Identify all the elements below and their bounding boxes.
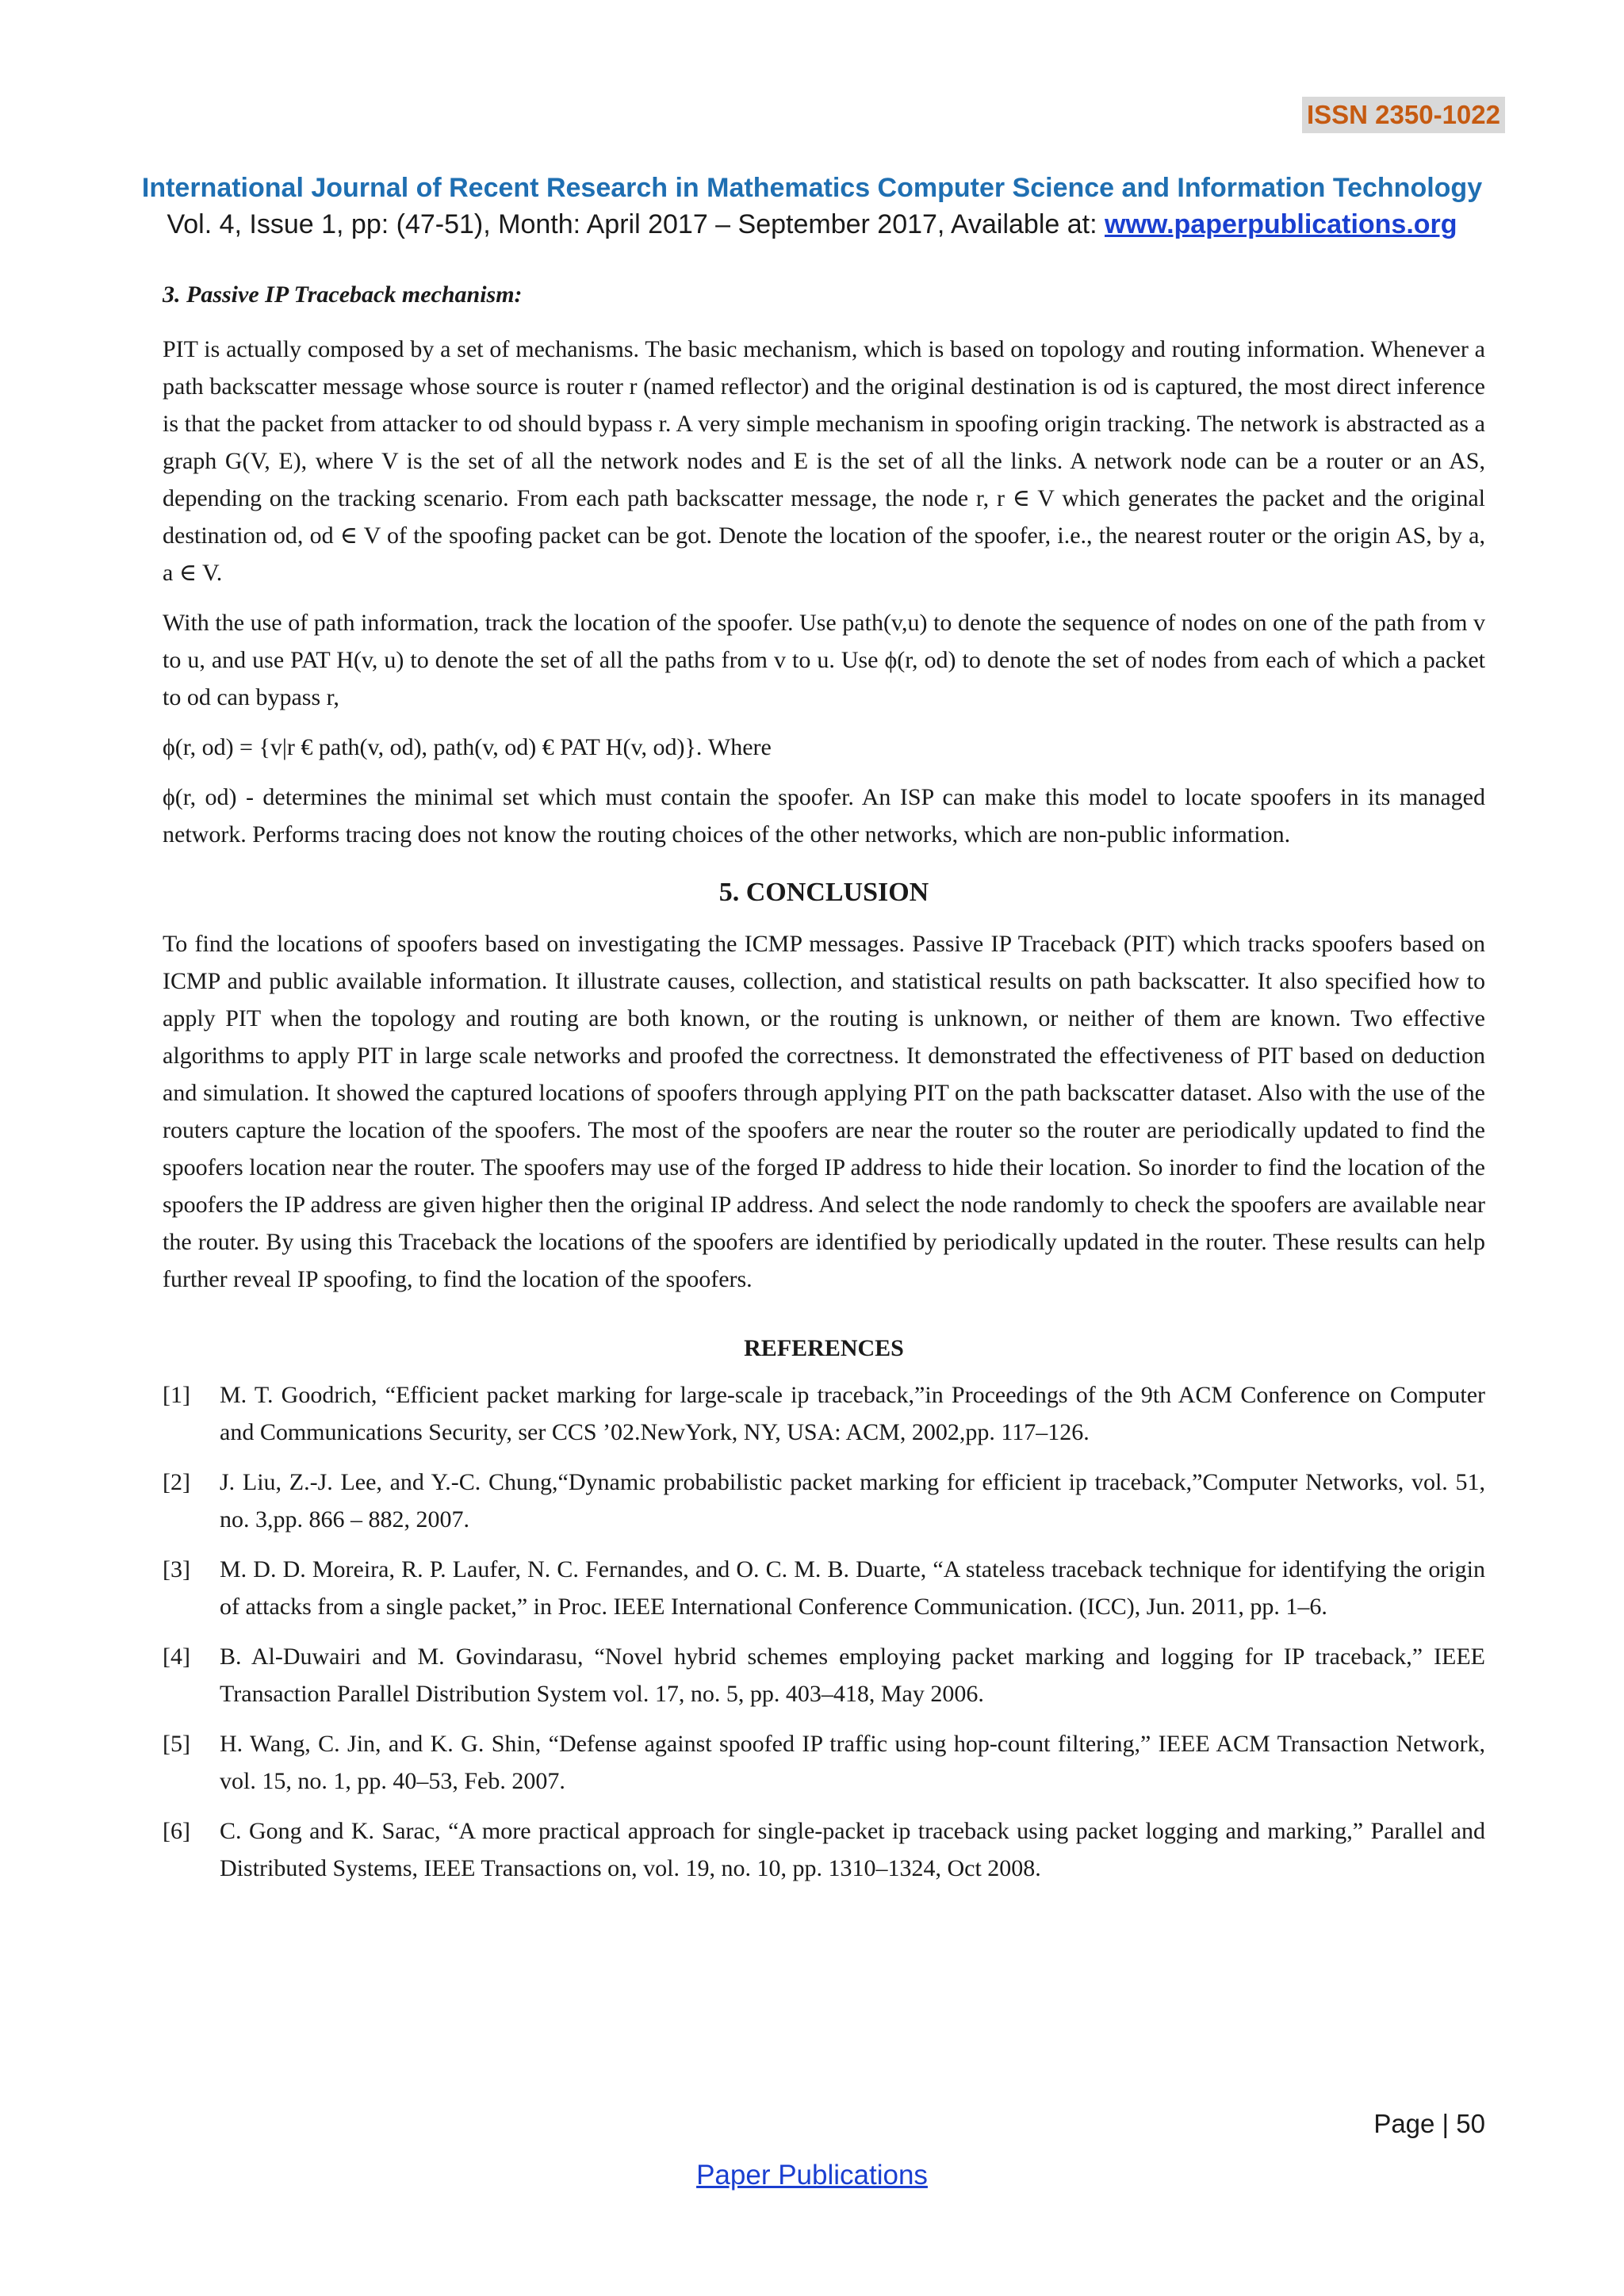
- journal-title: International Journal of Recent Research in Mathematics Computer Science and Information Technology: [141, 173, 1483, 203]
- reference-text: C. Gong and K. Sarac, “A more practical approach for single-packet ip traceback using packet logging and marking,” Parallel and Distributed Systems, IEEE Transactions on, vol. 19, no. 10, pp. 1310–1324, Oct 2008.: [220, 1818, 1485, 1881]
- reference-item: [163, 1638, 1485, 1712]
- page-number: Page | 50: [1373, 2109, 1485, 2138]
- reference-text: H. Wang, C. Jin, and K. G. Shin, “Defense against spoofed IP traffic using hop-count filtering,” IEEE ACM Transaction Network, vol. 15, no. 1, pp. 40–53, Feb. 2007.: [220, 1731, 1485, 1794]
- reference-text: B. Al-Duwairi and M. Govindarasu, “Novel hybrid schemes employing packet marking and logging for IP traceback,” IEEE Transaction Parallel Distribution System vol. 17, no. 5, pp. 403–418, May 2006.: [220, 1644, 1485, 1707]
- volume-info-text: Vol. 4, Issue 1, pp: (47-51), Month: April 2017 – September 2017, Available at:: [167, 209, 1105, 239]
- reference-number: [5]: [163, 1731, 190, 1757]
- reference-item: [163, 1725, 1485, 1800]
- reference-item: [163, 1464, 1485, 1538]
- reference-item: [163, 1376, 1485, 1451]
- reference-text: M. D. D. Moreira, R. P. Laufer, N. C. Fernandes, and O. C. M. B. Duarte, “A stateless traceback technique for identifying the origin of attacks from a single packet,” in Proc. IEEE International Conference Communication. (ICC), Jun. 2011, pp. 1–6.: [220, 1556, 1485, 1620]
- paragraph: ϕ(r, od) - determines the minimal set which must contain the spoofer. An ISP can make this model to locate spoofers in its managed network. Performs tracing does not know the routing choices of the other networks, which are non-public information.: [163, 784, 1485, 848]
- reference-number: [6]: [163, 1818, 190, 1844]
- formula-paragraph: ϕ(r, od) = {v|r € path(v, od), path(v, od) € PAT H(v, od)}. Where: [163, 734, 772, 760]
- reference-number: [4]: [163, 1644, 190, 1670]
- reference-number: [3]: [163, 1556, 190, 1582]
- reference-number: [2]: [163, 1469, 190, 1495]
- volume-info: [0, 209, 1624, 240]
- section-heading: 3. Passive IP Traceback mechanism:: [163, 281, 523, 308]
- conclusion-paragraph: To find the locations of spoofers based on investigating the ICMP messages. Passive IP Traceback (PIT) which tracks spoofers based on ICMP and public available information. It illustrate causes, collection, and statistical results on path backscatter. It also specified how to apply PIT when the topology and routing are both known, or the routing is unknown, or neither of them are known. Two effective algorithms to apply PIT in large scale networks and proofed the correctness. It demonstrated the effectiveness of PIT based on deduction and simulation. It showed the captured locations of spoofers through applying PIT on the path backscatter dataset. Also with the use of the routers capture the location of the spoofers. The most of the spoofers are near the router so the router are periodically updated to find the spoofers location near the router. The spoofers may use of the forged IP address to hide their location. So inorder to find the location of the spoofers the IP address are given higher then the original IP address. And select the node randomly to check the spoofers are available near the router. By using this Traceback the locations of the spoofers are identified by periodically updated in the router. These results can help further reveal IP spoofing, to find the location of the spoofers.: [163, 931, 1485, 1292]
- paragraph: With the use of path information, track the location of the spoofer. Use path(v,u) to denote the sequence of nodes on one of the path from v to u, and use PAT H(v, u) to denote the set of all the paths from v to u. Use ϕ(r, od) to denote the set of nodes from each of which a packet to od can bypass r,: [163, 610, 1485, 710]
- paragraph: PIT is actually composed by a set of mechanisms. The basic mechanism, which is based on topology and routing information. Whenever a path backscatter message whose source is router r (named reflector) and the original destination is od is captured, the most direct inference is that the packet from attacker to od should bypass r. A very simple mechanism in spoofing origin tracking. The network is abstracted as a graph G(V, E), where V is the set of all the network nodes and E is the set of all the links. A network node can be a router or an AS, depending on the tracking scenario. From each path backscatter message, the node r, r ∈ V which generates the packet and the original destination od, od ∈ V of the spoofing packet can be got. Denote the location of the spoofer, i.e., the nearest router or the origin AS, by a, a ∈ V.: [163, 336, 1485, 586]
- publisher-link[interactable]: Paper Publications: [696, 2160, 928, 2191]
- reference-list: [163, 1376, 1485, 1887]
- page-content: [163, 276, 1485, 1900]
- reference-number: [1]: [163, 1382, 190, 1408]
- reference-text: J. Liu, Z.-J. Lee, and Y.-C. Chung,“Dynamic probabilistic packet marking for efficient ip traceback,”Computer Networks, vol. 51, no. 3,pp. 866 – 882, 2007.: [220, 1469, 1485, 1533]
- issn-badge: ISSN 2350-1022: [1302, 97, 1505, 133]
- reference-item: [163, 1551, 1485, 1625]
- conclusion-heading: 5. CONCLUSION: [718, 878, 929, 907]
- footer: [0, 2160, 1624, 2191]
- reference-item: [163, 1812, 1485, 1887]
- website-link[interactable]: www.paperpublications.org: [1105, 209, 1457, 239]
- reference-text: M. T. Goodrich, “Efficient packet marking for large-scale ip traceback,”in Proceedings of the 9th ACM Conference on Computer and Communications Security, ser CCS ’02.NewYork, NY, USA: ACM, 2002,pp. 117–126.: [220, 1382, 1485, 1445]
- references-heading: REFERENCES: [744, 1335, 904, 1361]
